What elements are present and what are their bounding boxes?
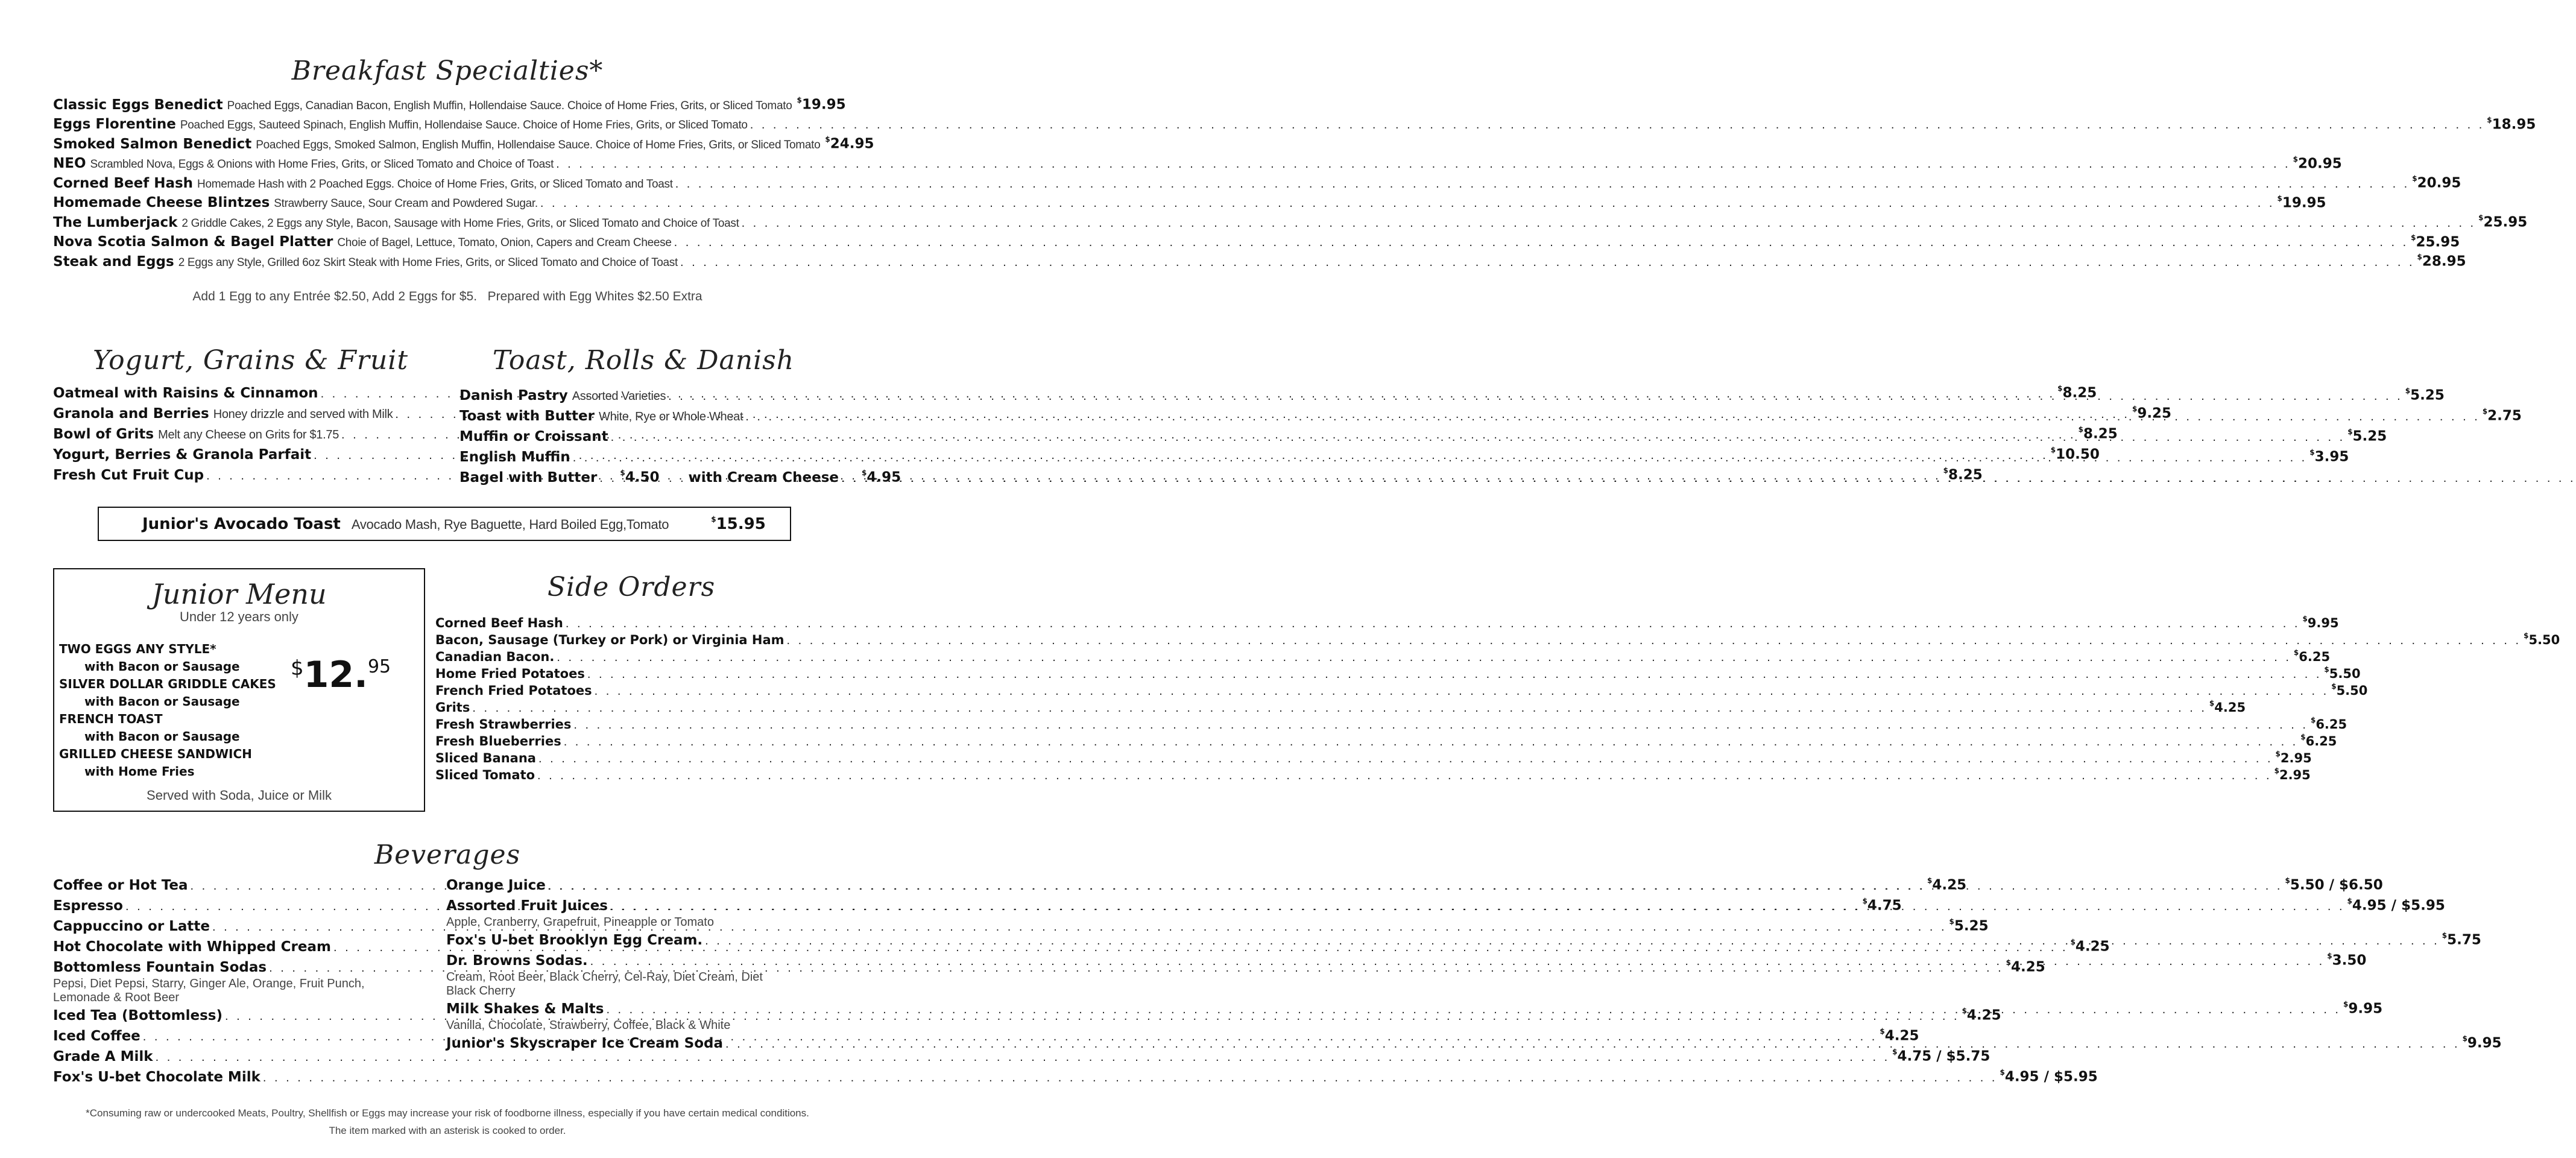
breakfast-item-desc: Strawberry Sauce, Sour Cream and Powdered Sugar. [274,197,538,210]
beverage-name: Dr. Browns Sodas. [446,952,588,969]
yogurt-item-name: Bowl of Grits [53,426,154,442]
beverage-leader [263,1072,1998,1084]
beverage-name: Milk Shakes & Malts [446,1001,604,1017]
side-item-leader [472,702,2207,714]
beverage-sub: Apple, Cranberry, Grapefruit, Pineapple or Tomato [446,916,714,929]
toast-item-desc: White, Rye or Whole Wheat [599,410,743,423]
breakfast-item-price: $20.95 [2412,174,2461,191]
side-item-price: $2.95 [2274,767,2311,782]
yogurt-item-name: Fresh Cut Fruit Cup [53,467,204,483]
breakfast-item-row [53,96,846,118]
side-item-name: Fresh Blueberries [435,734,561,748]
breakfast-item-price: $19.95 [797,96,846,113]
side-item-row [435,682,2368,701]
breakfast-item-desc: Poached Eggs, Sauteed Spinach, English Muffin, Hollendaise Sauce. Choice of Home Fries, Grits, or Sliced Tomato [180,119,748,132]
breakfast-item-row [53,214,2528,235]
sides-title: Side Orders [547,572,716,603]
junior-menu-footer: Served with Soda, Juice or Milk [147,788,332,803]
side-item-price: $5.50 [2331,682,2368,698]
beverage-price: $4.75 [1862,897,1902,914]
side-item-name: Sliced Banana [435,751,536,765]
side-item-row [435,750,2312,768]
beverage-price: $4.25 [1880,1027,1919,1044]
side-item-row [435,648,2331,667]
side-item-name: French Fried Potatoes [435,683,592,698]
yogurt-item-price: $8.25 [2057,384,2097,401]
toast-item-leader [668,390,2403,402]
side-item-price: $6.25 [2293,648,2331,664]
beverage-name: Bottomless Fountain Sodas [53,959,267,975]
disclaimer-line-1: *Consuming raw or undercooked Meats, Poultry, Shellfish or Eggs may increase your risk of foodborne illness, especially if you have certain medical conditions. [86,1107,809,1119]
breakfast-item-leader [556,158,2291,170]
junior-menu-line: FRENCH TOAST [59,712,163,726]
breakfast-item-name: Nova Scotia Salmon & Bagel Platter [53,234,333,250]
breakfast-item-row [53,115,2536,138]
junior-menu-box [53,568,425,812]
bagel-cream-cheese-price: $4.95 [862,469,901,486]
bagel-row [459,469,901,486]
beverage-name: Assorted Fruit Juices [446,897,608,914]
beverage-name: Grade A Milk [53,1048,153,1065]
breakfast-item-desc: Poached Eggs, Canadian Bacon, English Muffin, Hollendaise Sauce. Choice of Home Fries, Grits, or Sliced Tomato [227,99,792,112]
yogurt-item-desc: Honey drizzle and served with Milk [213,407,393,421]
breakfast-item-price: $19.95 [2277,194,2326,211]
yogurt-item-price: $10.50 [2050,446,2100,463]
toast-item-name: Danish Pastry [459,387,568,403]
beverage-leader [725,1038,2460,1050]
side-item-row [435,767,2311,785]
beverage-price: $4.25 [2006,958,2045,975]
breakfast-item-desc: Scrambled Nova, Eggs & Onions with Home Fries, Grits, or Sliced Tomato and Choice of Toast [90,158,554,171]
beverage-name: Orange Juice [446,877,546,893]
breakfast-item-desc: 2 Eggs any Style, Grilled 6oz Skirt Steak with Home Fries, Grits, or Sliced Tomato and Choice of Toast [178,256,678,269]
beverage-price: $9.95 [2343,1000,2383,1017]
yogurt-item-name: Granola and Berries [53,405,209,422]
side-item-row [435,665,2361,684]
beverage-sub: Vanilla, Chocolate, Strawberry, Coffee, Black & White [446,1019,731,1032]
junior-menu-title: Junior Menu [151,578,327,610]
beverage-item [53,1048,1990,1070]
side-item-price: $5.50 [2324,665,2361,681]
breakfast-item-desc: Choie of Bagel, Lettuce, Tomato, Onion, Capers and Cream Cheese [337,236,672,250]
side-item-leader [587,668,2322,680]
breakfast-title: Breakfast Specialties* [291,55,604,86]
breakfast-item-name: The Lumberjack [53,214,178,230]
yogurt-item-price: $8.25 [2078,425,2118,442]
toast-item-desc: Assorted Varieties [572,389,666,403]
side-item-leader [573,719,2308,731]
breakfast-item-desc: Poached Eggs, Smoked Salmon, English Muffin, Hollendaise Sauce. Choice of Home Fries, Grits, or Sliced Tomato [256,138,821,151]
beverage-name: Fox's U-bet Brooklyn Egg Cream. [446,932,703,948]
beverage-price: $9.95 [2462,1034,2502,1051]
beverage-name: Espresso [53,897,123,914]
beverage-name: Iced Coffee [53,1028,140,1044]
toast-item-price: $5.25 [2405,387,2445,403]
breakfast-item-price: $28.95 [2417,253,2466,270]
breakfast-item-name: Steak and Eggs [53,253,174,270]
toast-item-name: English Muffin [459,449,570,465]
beverage-name: Hot Chocolate with Whipped Cream [53,938,331,955]
side-item-name: Fresh Strawberries [435,717,572,732]
toast-item-price: $3.95 [2309,448,2349,465]
breakfast-item-price: $25.95 [2478,214,2528,230]
side-item-leader [557,651,2291,663]
side-item-row [435,615,2339,633]
side-item-row [435,716,2347,735]
side-item-price: $4.25 [2209,699,2246,715]
beverage-leader [156,1051,1890,1063]
junior-menu-line: with Bacon or Sausage [84,694,240,709]
beverage-name: Cappuccino or Latte [53,918,210,934]
toast-title: Toast, Rolls & Danish [492,345,795,376]
side-item-name: Sliced Tomato [435,768,535,782]
bagel-name: Bagel with Butter [459,469,598,486]
breakfast-item-desc: Homemade Hash with 2 Poached Eggs. Choice of Home Fries, Grits, or Sliced Tomato and Toast [197,177,673,191]
yogurt-item-desc: Melt any Cheese on Grits for $1.75 [158,428,339,441]
breakfast-note: Add 1 Egg to any Entrée $2.50, Add 2 Eggs for $5. Prepared with Egg Whites $2.50 Extra [192,290,702,303]
toast-item-price: $2.75 [2482,407,2522,424]
side-item-leader [566,618,2300,630]
yogurt-title: Yogurt, Grains & Fruit [92,345,409,376]
breakfast-item-leader [675,178,2410,190]
beverage-price: $4.95 / $5.95 [2347,897,2445,914]
breakfast-item-name: Classic Eggs Benedict [53,96,223,113]
beverage-name: Junior's Skyscraper Ice Cream Soda [446,1035,723,1051]
beverage-item [53,1068,2098,1090]
beverage-leader [610,897,2345,914]
breakfast-item-row [53,194,2326,216]
side-item-name: Home Fried Potatoes [435,666,585,681]
beverage-price: $4.25 [1927,876,1967,893]
beverages-title: Beverages [374,840,521,870]
bagel-price: $4.50 [620,469,660,486]
avocado-price: $15.95 [711,515,766,533]
side-item-leader [538,753,2273,765]
junior-menu-lines [57,641,276,780]
side-item-price: $9.95 [2302,615,2339,630]
junior-menu-line: TWO EGGS ANY STYLE* [59,642,216,656]
beverage-name: Iced Tea (Bottomless) [53,1007,223,1024]
beverage-price: $3.50 [2327,952,2367,969]
side-item-name: Bacon, Sausage (Turkey or Pork) or Virginia Ham [435,633,784,647]
side-item-price: $2.95 [2275,750,2312,765]
junior-menu-line: with Bacon or Sausage [84,729,240,744]
junior-menu-line: SILVER DOLLAR GRIDDLE CAKES [59,677,276,691]
bagel-cream-cheese-name: with Cream Cheese [688,469,839,486]
beverage-leader [548,876,2283,893]
avocado-name: Junior's Avocado Toast [142,515,341,533]
breakfast-item-row [53,154,2342,177]
breakfast-item-name: Smoked Salmon Benedict [53,136,252,152]
toast-item-price: $5.25 [2347,428,2387,445]
side-item-price: $6.25 [2310,716,2347,732]
beverage-price: $4.95 / $5.95 [2000,1068,2098,1085]
breakfast-item-leader [750,119,2485,131]
beverage-price: $5.25 [1949,917,1989,934]
breakfast-item-price: $20.95 [2293,154,2342,172]
beverage-name: Coffee or Hot Tea [53,877,188,893]
beverage-price: $4.75 / $5.75 [1892,1048,1990,1065]
beverage-leader [705,935,2440,947]
breakfast-item-name: Eggs Florentine [53,116,176,133]
beverage-price: $4.25 [2070,938,2110,955]
side-item-row [435,733,2337,751]
breakfast-list [53,96,2536,274]
side-item-leader [564,736,2299,748]
breakfast-item-leader [680,256,2415,268]
beverage-name: Fox's U-bet Chocolate Milk [53,1069,260,1085]
junior-menu-subtitle: Under 12 years only [180,609,298,624]
yogurt-item-price: $9.25 [2132,405,2172,422]
breakfast-item-name: Homemade Cheese Blintzes [53,195,270,211]
breakfast-item-row [53,174,2461,196]
breakfast-item-leader [742,217,2477,229]
side-item-price: $6.25 [2300,733,2337,748]
toast-item-leader [611,431,2346,443]
beverage-price: $5.50 / $6.50 [2285,876,2383,893]
avocado-desc: Avocado Mash, Rye Baguette, Hard Boiled Egg,Tomato [351,517,669,532]
breakfast-item-name: Corned Beef Hash [53,175,194,191]
breakfast-item-price: $24.95 [825,135,874,152]
sides-list [435,615,2560,785]
side-item-price: $5.50 [2524,631,2560,647]
breakfast-item-leader [540,197,2275,209]
beverage-leader [606,1004,2341,1016]
yogurt-item-name: Yogurt, Berries & Granola Parfait [53,446,312,463]
breakfast-item-desc: 2 Griddle Cakes, 2 Eggs any Style, Bacon, Sausage with Home Fries, Grits, or Sliced Tomato and Choice of Toast [182,217,739,230]
side-item-leader [595,685,2329,697]
breakfast-item-row [53,253,2466,274]
junior-menu-line: with Home Fries [84,764,195,779]
junior-menu-line: GRILLED CHEESE SANDWICH [59,747,252,761]
junior-menu-price: $12.95 [291,654,391,696]
avocado-box [98,507,791,541]
beverage-price: $5.75 [2442,931,2481,948]
beverage-row [53,1048,1990,1070]
beverage-sub: Cream, Root Beer, Black Cherry, Cel-Ray, Diet Cream, Diet Black Cherry [446,970,763,998]
junior-menu-line: with Bacon or Sausage [84,659,240,674]
side-item-name: Canadian Bacon. [435,650,555,664]
disclaimer [0,1105,895,1140]
toast-item-name: Toast with Butter [459,408,595,424]
breakfast-item-row [53,135,874,157]
side-item-name: Corned Beef Hash [435,616,563,630]
beverage-price: $4.25 [1962,1007,2001,1024]
breakfast-item-name: NEO [53,156,86,172]
beverage-leader [590,955,2325,967]
breakfast-item-price: $18.95 [2487,115,2536,133]
yogurt-item-name: Oatmeal with Raisins & Cinnamon [53,385,318,401]
side-item-leader [787,634,2522,647]
breakfast-item-price: $25.95 [2411,233,2460,250]
yogurt-item-price: $8.25 [1943,466,1983,483]
side-item-leader [537,770,2272,782]
beverage-sub: Pepsi, Diet Pepsi, Starry, Ginger Ale, Orange, Fruit Punch, Lemonade & Root Beer [53,977,365,1004]
beverage-row [53,1068,2098,1090]
toast-item-leader [573,452,2308,464]
disclaimer-line-2: The item marked with an asterisk is cooked to order. [329,1124,566,1136]
toast-item-name: Muffin or Croissant [459,428,608,445]
side-item-row [435,699,2246,718]
breakfast-item-leader [674,236,2409,248]
side-item-name: Grits [435,700,470,715]
toast-item-leader [745,411,2480,423]
side-item-row [435,631,2560,650]
breakfast-item-row [53,233,2460,255]
